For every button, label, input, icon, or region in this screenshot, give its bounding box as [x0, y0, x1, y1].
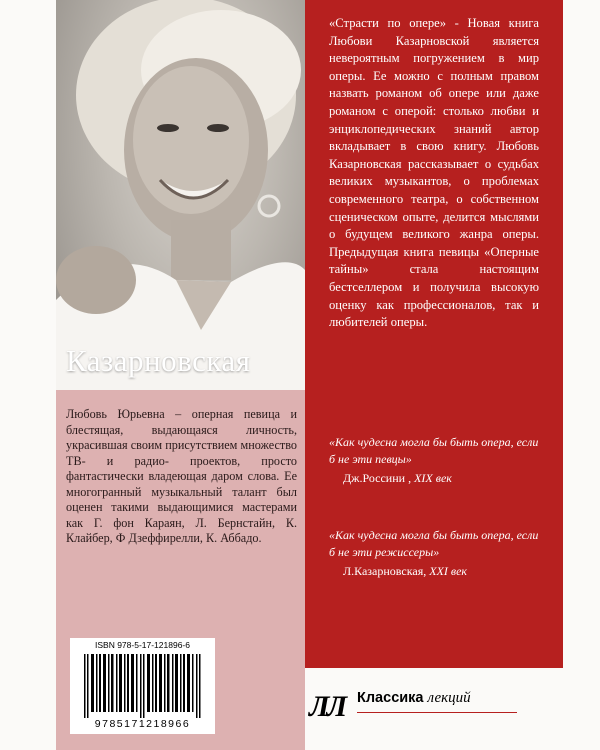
portrait-illustration	[56, 0, 305, 390]
quote-author-era: XXI век	[429, 564, 468, 578]
author-bio-text: Любовь Юрьевна – оперная певица и блестящая, выдающаяся личность, украсившая своим присутствием множество ТВ- и радио- проектов, просто фантастически владеющая даром слова. Ее многогранный музыкальный талант был оценен такими выдающимися мастерами как Г. фон Караян, Л. Бернстайн, К. Клайбер, Ф Дзеффирелли, К. Аббадо.	[66, 407, 297, 545]
quote-author	[343, 563, 539, 580]
description-panel	[305, 0, 563, 750]
isbn-barcode-box	[70, 638, 215, 734]
barcode-icon	[84, 654, 202, 718]
series-underline	[357, 712, 517, 713]
series-name-bold: Классика	[357, 690, 428, 706]
quote-text: «Как чудесна могла бы быть опера, если б не эти режиссеры»	[329, 528, 539, 559]
quote-kazarnovskaya	[329, 527, 539, 580]
isbn-label: ISBN 978-5-17-121896-6	[95, 640, 190, 650]
cover-edge-strip	[563, 0, 600, 750]
series-logo-block	[305, 668, 563, 750]
quote-author-name: Л.Казарновская,	[343, 564, 430, 578]
book-description: «Страсти по опере» - Новая книга Любови Казарновской является невероятным погружением в мир оперы. Ее можно с полным правом назвать романом об опере или даже романом с оперой: столько любви и энциклопедических знаний автор вкладывает в свою книгу. Любовь Казарновская рассказывает о судьбах великих музыкантов, о проблемах современного театра, о собственном сценическом опыте, делится мыслями о будущем великого жанра оперы. Предыдущая книга певицы «Оперные тайны» стала настоящим бестселлером и получила высокую оценку как профессионалов, так и любителей оперы.	[329, 16, 539, 330]
series-name-italic: лекций	[427, 690, 471, 706]
author-name-title: Казарновская	[66, 343, 251, 378]
quote-text: «Как чудесна могла бы быть опера, если б не эти певцы»	[329, 435, 539, 466]
quote-author	[343, 470, 539, 487]
series-logo-icon: ЛЛ	[309, 690, 345, 723]
isbn-digits: 9785171218966	[94, 718, 191, 730]
quote-author-name: Дж.Россини ,	[343, 471, 415, 485]
author-photo	[56, 0, 305, 390]
quote-author-era: XIX век	[414, 471, 452, 485]
series-name	[357, 690, 471, 707]
quote-rossini	[329, 434, 539, 487]
